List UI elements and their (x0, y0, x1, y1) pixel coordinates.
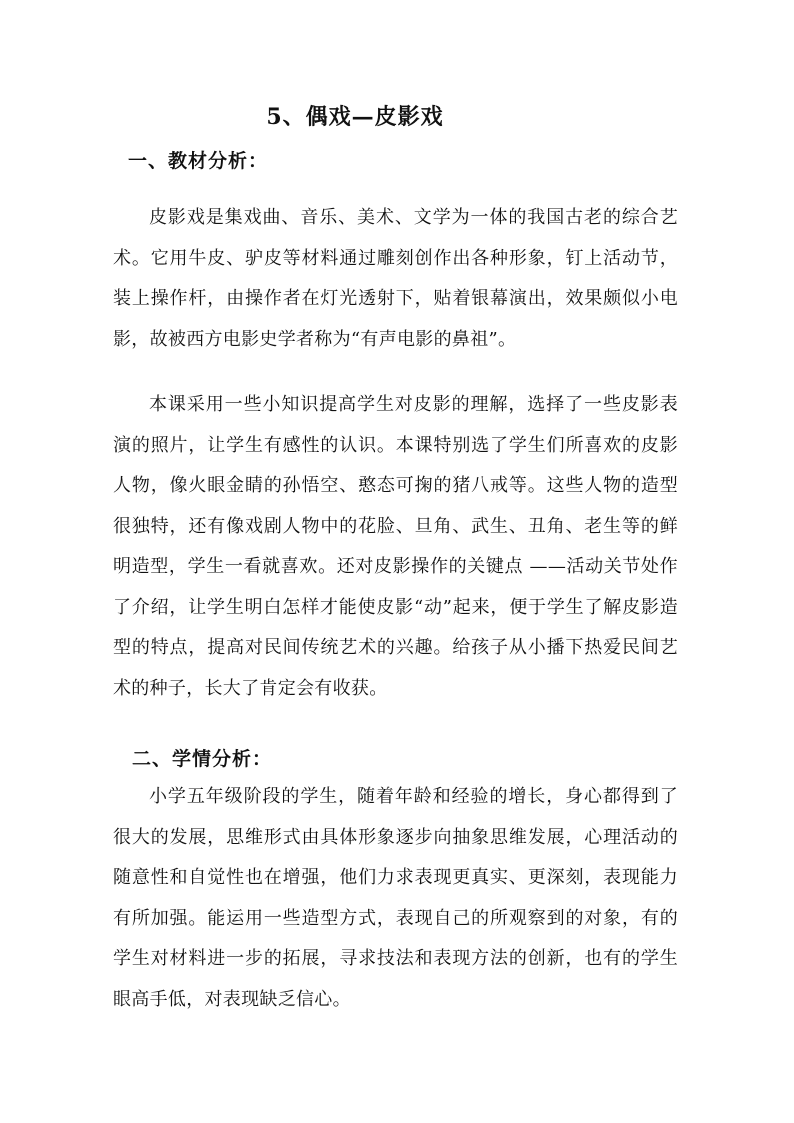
paragraph-student-analysis: 小学五年级阶段的学生，随着年龄和经验的增长，身心都得到了很大的发展，思维形式由具体形象逐步向抽象思维发展，心理活动的随意性和自觉性也在增强，他们力求表现更真实、更深刻，表现能力有所加强。能运用一些造型方式，表现自己的所观察到的对象，有的学生对材料进一步的拓展，寻求技法和表现方法的创新，也有的学生眼高手低，对表现缺乏信心。 (113, 786, 678, 1010)
section-heading-textbook-analysis: 一、教材分析： (128, 150, 269, 172)
paragraph-lesson-description: 本课采用一些小知识提高学生对皮影的理解，选择了一些皮影表演的照片，让学生有感性的认识。本课特别选了学生们所喜欢的皮影人物，像火眼金睛的孙悟空、憨态可掬的猪八戒等。这些人物的造型很独特，还有像戏剧人物中的花脸、旦角、武生、丑角、老生等的鲜明造型，学生一看就喜欢。还对皮影操作的关键点 ——活动关节处作了介绍，让学生明白怎样才能使皮影“动”起来，便于学生了解皮影造型的特点，提高对民间传统艺术的兴趣。给孩子从小播下热爱民间艺术的种子，长大了肯定会有收获。 (113, 394, 678, 699)
page-title: 5、偶戏—皮影戏 (266, 104, 444, 130)
paragraph-shadow-play-intro: 皮影戏是集戏曲、音乐、美术、文学为一体的我国古老的综合艺术。它用牛皮、驴皮等材料通过雕刻创作出各种形象，钉上活动节，装上操作杆，由操作者在灯光透射下，贴着银幕演出，效果颇似小电影，故被西方电影史学者称为“有声电影的鼻祖”。 (113, 207, 678, 350)
section-heading-student-analysis: 二、学情分析： (132, 748, 273, 770)
